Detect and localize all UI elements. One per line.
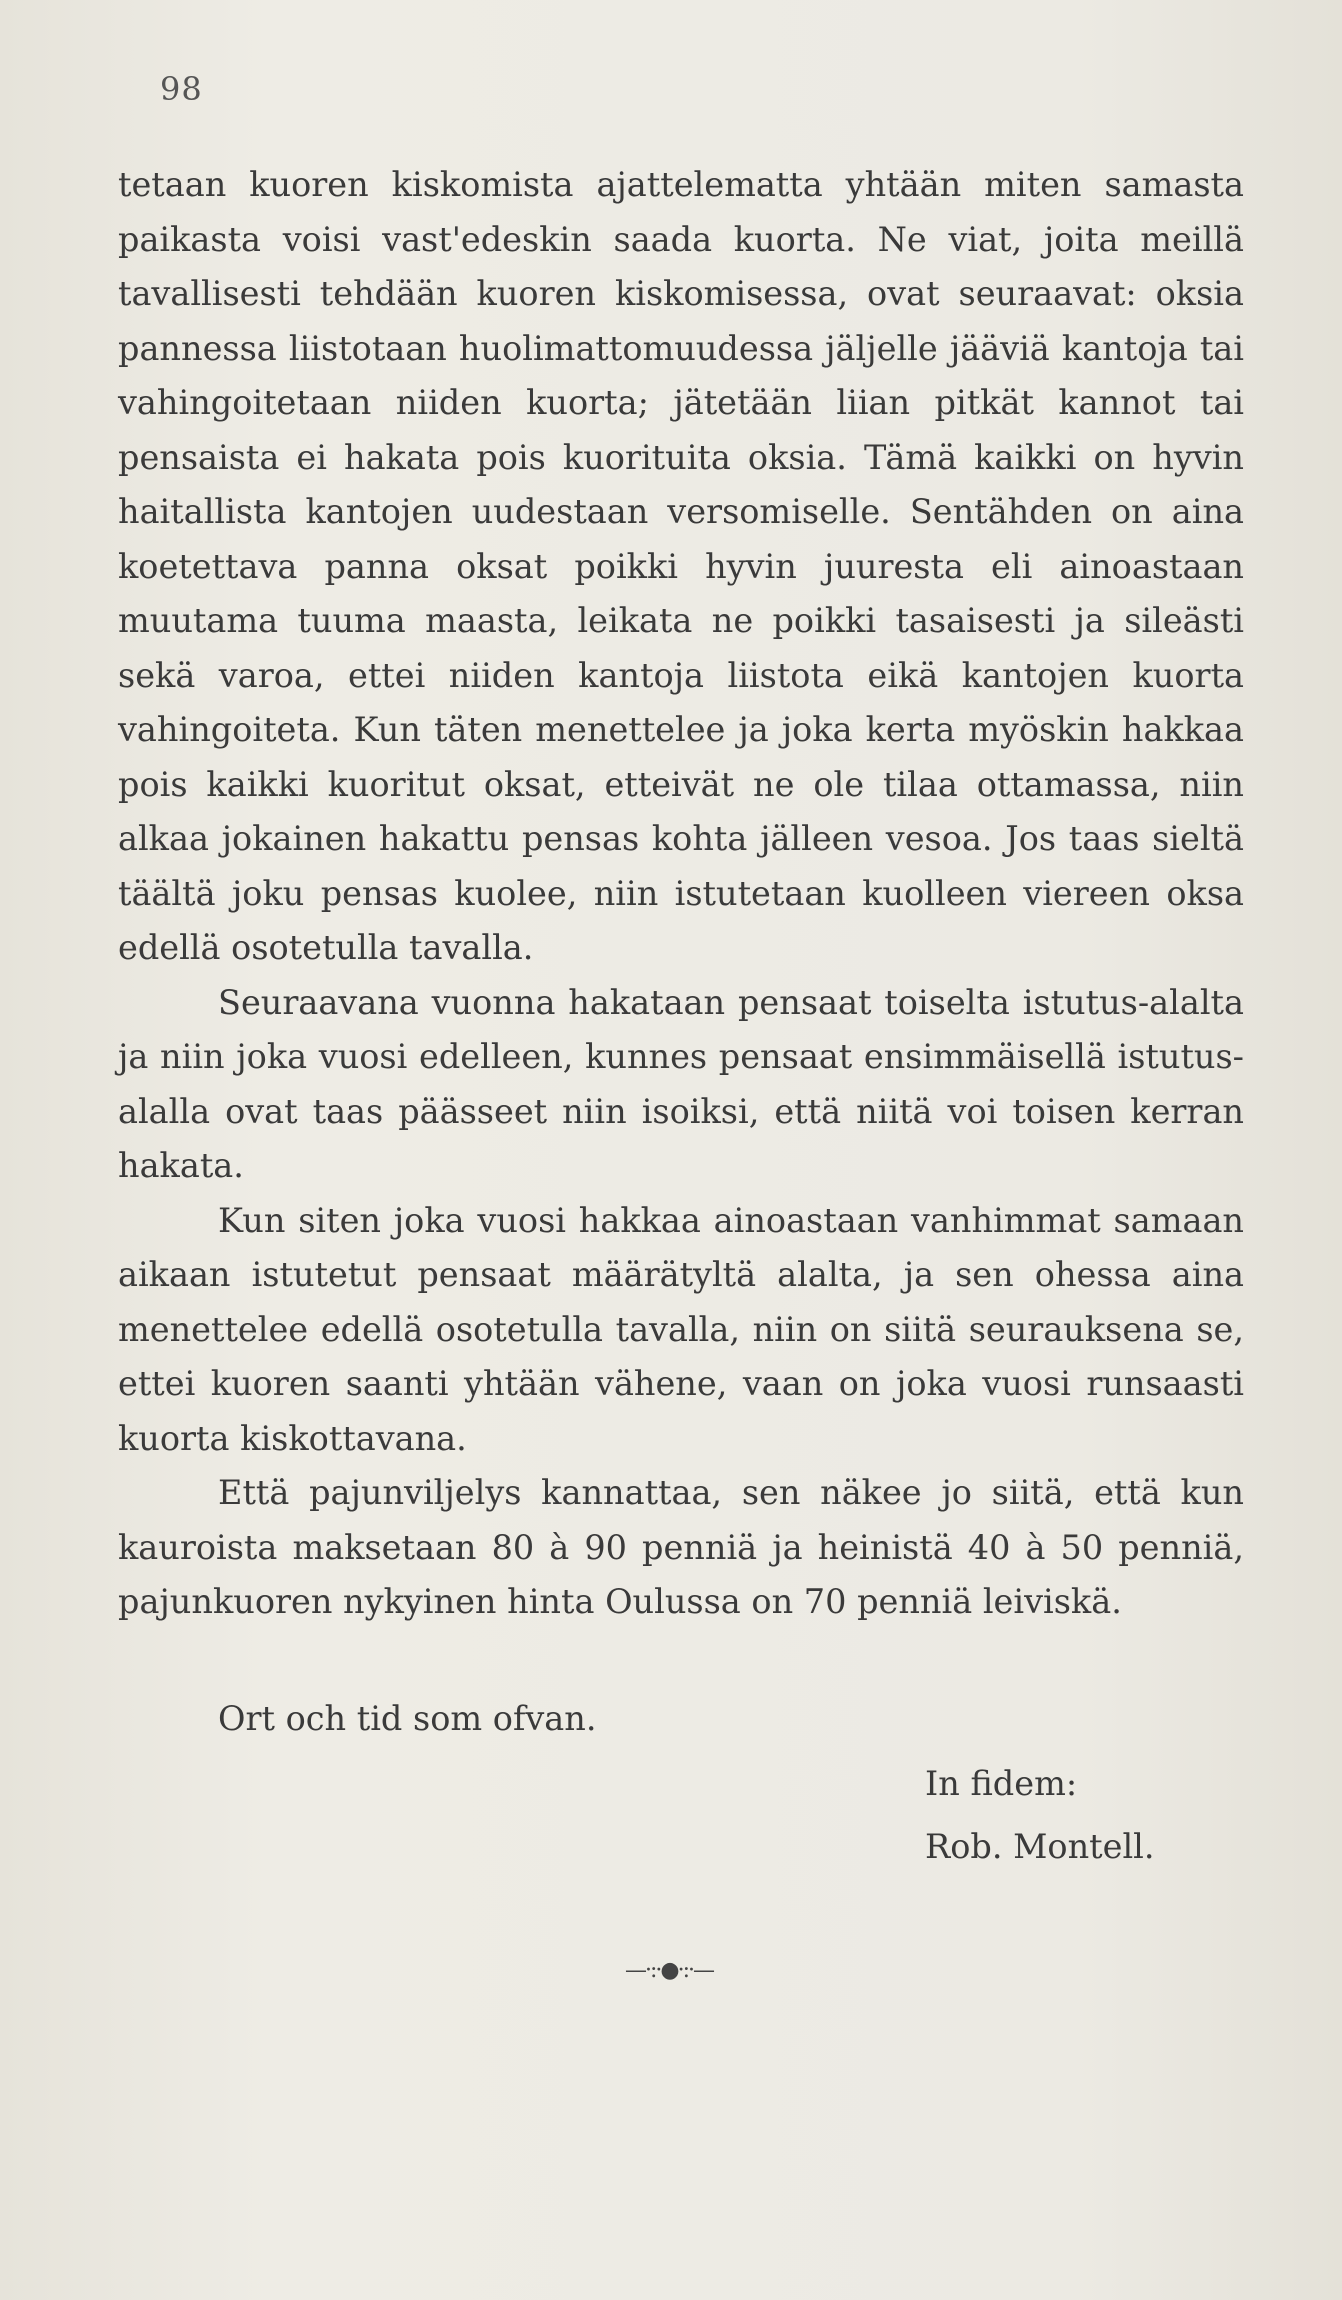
signature-block [925,1752,1155,1878]
ornament-divider-icon: —·:·●·:·— [625,1958,713,1983]
paragraph-2: Seuraavana vuonna hakataan pensaat toiselta istutus-alalta ja niin joka vuosi edelleen, kunnes pensaat ensimmäisellä istutus-alalla ovat taas päässeet niin isoiksi, että niitä voi toisen kerran hakata. [118,982,1244,1185]
body-text [118,158,1244,1630]
paragraph-1: tetaan kuoren kiskomista ajattelematta yhtään miten samasta paikasta voisi vast'edeskin saada kuorta. Ne viat, joita meillä tavallisesti tehdään kuoren kiskomisessa, ovat seuraavat: oksia pannessa liistotaan huolimattomuudessa jäljelle jääviä kantoja tai vahingoitetaan niiden kuorta; jätetään liian pitkät kannot tai pensaista ei hakata pois kuorituita oksia. Tämä kaikki on hyvin haitallista kantojen uudestaan versomiselle. Sentähden on aina koetettava panna oksat poikki hyvin juuresta eli ainoastaan muutama tuuma maasta, leikata ne poikki tasaisesti ja sileästi sekä varoa, ettei niiden kantoja liistota eikä kantojen kuorta vahingoiteta. Kun täten menettelee ja joka kerta myöskin hakkaa pois kaikki kuoritut oksat, etteivät ne ole tilaa ottamassa, niin alkaa jokainen hakattu pensas kohta jälleen vesoa. Jos taas sieltä täältä joku pensas kuolee, niin istutetaan kuolleen viereen oksa edellä osotetulla tavalla. [118,165,1244,967]
page-number: 98 [160,70,203,108]
paragraph-3: Kun siten joka vuosi hakkaa ainoastaan vanhimmat samaan aikaan istutetut pensaat määrätyltä alalta, ja sen ohessa aina menettelee edellä osotetulla tavalla, niin on siitä seurauksena se, ettei kuoren saanti yhtään vähene, vaan on joka vuosi runsaasti kuorta kiskottavana. [118,1200,1244,1458]
closing-line: Ort och tid som ofvan. [218,1699,597,1738]
paragraph-4: Että pajunviljelys kannattaa, sen näkee jo siitä, että kun kauroista maksetaan 80 à 90 penniä ja heinistä 40 à 50 penniä, pajunkuoren nykyinen hinta Oulussa on 70 penniä leiviskä. [118,1473,1244,1621]
signature-name: Rob. Montell. [925,1827,1155,1866]
signature-attestation: In fidem: [925,1764,1078,1803]
